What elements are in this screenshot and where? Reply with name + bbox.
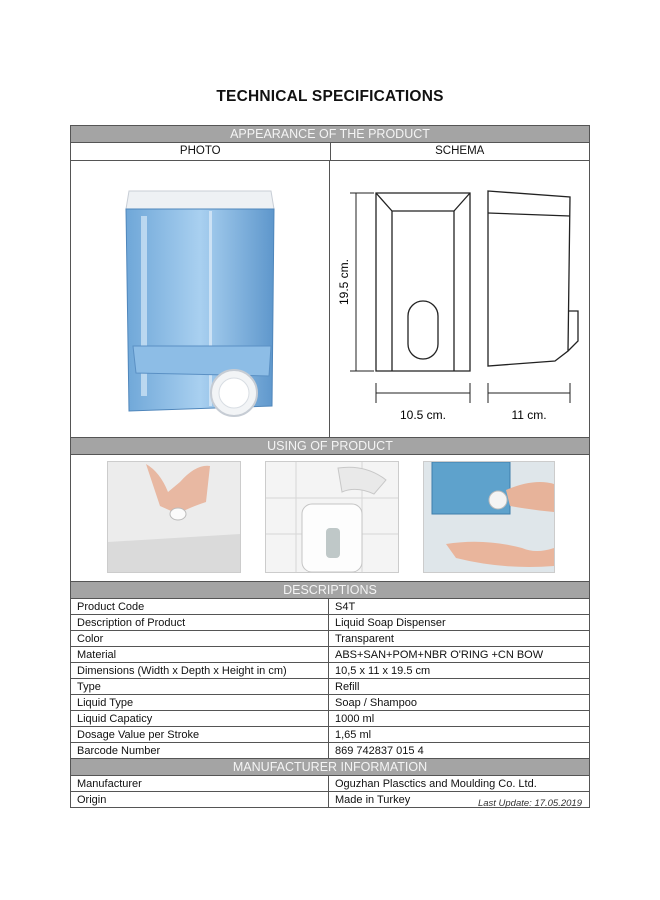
spec-key: Manufacturer — [71, 776, 329, 792]
spec-key: Color — [71, 631, 329, 647]
spec-row — [71, 695, 589, 711]
spec-key: Dimensions (Width x Depth x Height in cm) — [71, 663, 329, 679]
descriptions-table — [71, 599, 589, 758]
spec-key: Description of Product — [71, 615, 329, 631]
appearance-header: APPEARANCE OF THE PRODUCT — [71, 126, 589, 143]
spec-row — [71, 711, 589, 727]
spec-sheet — [70, 125, 590, 808]
spec-key: Liquid Capaticy — [71, 711, 329, 727]
spec-key: Liquid Type — [71, 695, 329, 711]
spec-row — [71, 776, 589, 792]
spec-row — [71, 615, 589, 631]
usage-photo-3 — [423, 461, 555, 573]
appearance-columns — [71, 143, 589, 161]
spec-row — [71, 727, 589, 743]
spec-key: Material — [71, 647, 329, 663]
using-header: USING OF PRODUCT — [71, 438, 589, 455]
spec-key: Origin — [71, 792, 329, 808]
usage-images — [71, 455, 589, 582]
spec-row — [71, 631, 589, 647]
spec-value: Refill — [329, 679, 590, 695]
spec-value: ABS+SAN+POM+NBR O'RING +CN BOW — [329, 647, 590, 663]
last-update: Last Update: 17.05.2019 — [477, 798, 582, 809]
photo-label: PHOTO — [71, 143, 331, 160]
product-schema — [330, 161, 589, 437]
product-photo — [71, 161, 330, 437]
dispensing-image — [424, 462, 554, 572]
spec-key: Product Code — [71, 599, 329, 615]
spec-value: Transparent — [329, 631, 590, 647]
spec-value: 869 742837 015 4 — [335, 744, 424, 757]
spec-key: Barcode Number — [71, 743, 329, 759]
spec-key: Dosage Value per Stroke — [71, 727, 329, 743]
wall-mounted-image — [266, 462, 398, 572]
spec-row — [71, 663, 589, 679]
dimension-height: 19.5 cm. — [337, 258, 351, 306]
schema-label: SCHEMA — [435, 145, 485, 157]
spec-key: Type — [71, 679, 329, 695]
descriptions-header: DESCRIPTIONS — [71, 582, 589, 599]
dimension-depth: 11 cm. — [511, 408, 547, 422]
spec-value: 10,5 x 11 x 19.5 cm — [329, 663, 590, 679]
dispenser-photo-image — [71, 161, 329, 437]
page-title: TECHNICAL SPECIFICATIONS — [216, 88, 444, 105]
refill-image — [108, 462, 240, 572]
spec-value: Soap / Shampoo — [329, 695, 590, 711]
spec-value: Oguzhan Plasctics and Moulding Co. Ltd. — [329, 776, 590, 792]
appearance-images — [71, 161, 589, 438]
manufacturer-header: MANUFACTURER INFORMATION — [71, 759, 589, 776]
spec-value: 1,65 ml — [329, 727, 590, 743]
dimension-width: 10.5 cm. — [399, 408, 447, 422]
spec-row — [71, 743, 589, 759]
spec-value: Liquid Soap Dispenser — [329, 615, 590, 631]
spec-row — [71, 647, 589, 663]
usage-photo-1 — [107, 461, 241, 573]
spec-value: 1000 ml — [329, 711, 590, 727]
spec-row — [71, 679, 589, 695]
spec-value: Made in Turkey — [335, 793, 411, 806]
spec-row — [71, 599, 589, 615]
spec-value: S4T — [329, 599, 590, 615]
dispenser-schema-drawing — [330, 161, 589, 437]
usage-photo-2 — [265, 461, 399, 573]
